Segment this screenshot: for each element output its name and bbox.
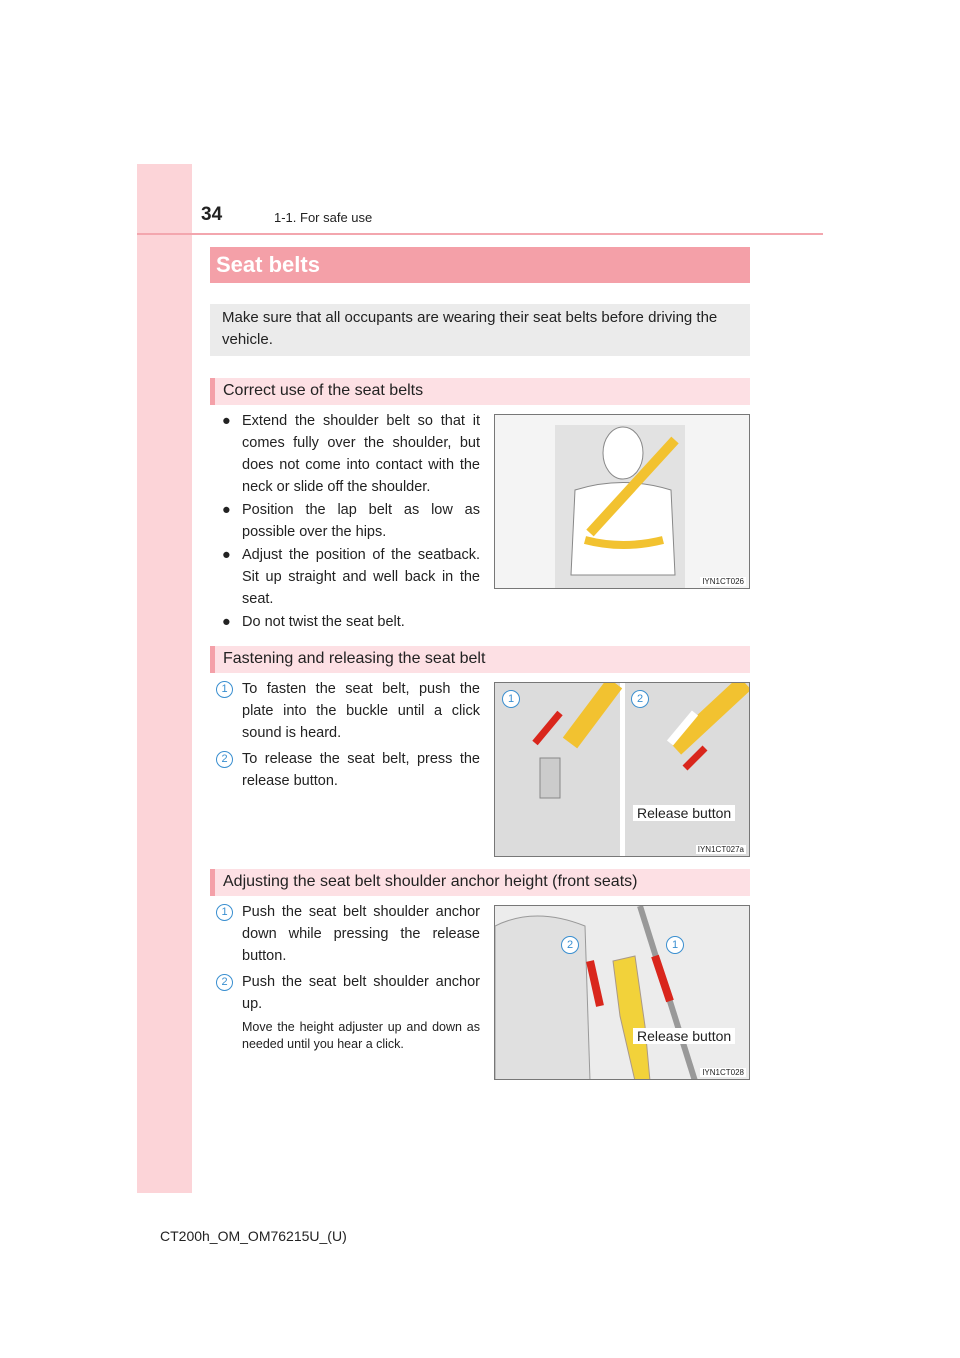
bullet-icon: ● xyxy=(222,502,231,518)
release-button-label: Release button xyxy=(633,1028,735,1044)
section-heading xyxy=(210,869,750,896)
list-item-text: Position the lap belt as low as possible over the hips. xyxy=(242,502,480,540)
buckle-illustration xyxy=(494,682,750,857)
intro-text: Make sure that all occupants are wearing their seat belts before driving the vehicle. xyxy=(222,309,718,348)
section-heading xyxy=(210,646,750,673)
note-text: Move the height adjuster up and down as needed until you hear a click. xyxy=(242,1020,480,1051)
footer-code: CT200h_OM_OM76215U_(U) xyxy=(160,1228,347,1244)
figure-code: IYN1CT028 xyxy=(702,1068,744,1077)
list-item xyxy=(222,611,480,633)
step-number-icon: 1 xyxy=(216,681,233,698)
section-heading-text: Adjusting the seat belt shoulder anchor height (front seats) xyxy=(223,873,638,890)
step-number-icon: 2 xyxy=(631,690,649,708)
header-divider xyxy=(137,233,823,235)
list-item xyxy=(222,901,480,967)
list-item-text: Extend the shoulder belt so that it comes fully over the shoulder, but does not come into contact with the neck or slide off the shoulder. xyxy=(242,413,480,495)
section-heading-text: Correct use of the seat belts xyxy=(223,382,424,399)
step-list xyxy=(222,678,480,793)
step-number-icon: 2 xyxy=(216,751,233,768)
list-item xyxy=(222,748,480,792)
list-item-text: To fasten the seat belt, push the plate into the buckle until a click sound is heard. xyxy=(242,681,480,741)
list-item-text: Adjust the position of the seatback. Sit up straight and well back in the seat. xyxy=(242,547,480,607)
section-heading-text: Fastening and releasing the seat belt xyxy=(223,650,486,667)
title-bar xyxy=(210,247,750,283)
list-item-text: To release the seat belt, press the release button. xyxy=(242,751,480,789)
step-list xyxy=(222,901,480,1053)
figure-code: IYN1CT026 xyxy=(702,577,744,586)
figure-code: IYN1CT027a xyxy=(697,845,744,854)
bullet-icon: ● xyxy=(222,413,231,429)
list-item-text: Push the seat belt shoulder anchor down while pressing the release button. xyxy=(242,904,480,964)
step-number-icon: 2 xyxy=(216,974,233,991)
step-number-icon: 1 xyxy=(502,690,520,708)
bullet-list xyxy=(222,410,480,634)
list-item xyxy=(222,971,480,1015)
section-heading xyxy=(210,378,750,405)
step-number-icon: 1 xyxy=(666,936,684,954)
chapter-title: 1-1. For safe use xyxy=(274,210,373,225)
bullet-icon: ● xyxy=(222,614,231,630)
list-item-text: Do not twist the seat belt. xyxy=(242,614,405,630)
list-item xyxy=(222,678,480,744)
seatbelt-posture-illustration xyxy=(494,414,750,589)
list-item xyxy=(222,544,480,610)
anchor-height-illustration xyxy=(494,905,750,1080)
step-number-icon: 1 xyxy=(216,904,233,921)
list-item xyxy=(222,410,480,498)
intro-box xyxy=(210,304,750,356)
list-item-text: Push the seat belt shoulder anchor up. xyxy=(242,974,480,1012)
page-title: Seat belts xyxy=(216,252,320,277)
release-button-label: Release button xyxy=(633,805,735,821)
list-item xyxy=(222,499,480,543)
page-number: 34 xyxy=(201,204,223,225)
step-number-icon: 2 xyxy=(561,936,579,954)
chapter-sidebar xyxy=(137,164,192,1193)
bullet-icon: ● xyxy=(222,547,231,563)
